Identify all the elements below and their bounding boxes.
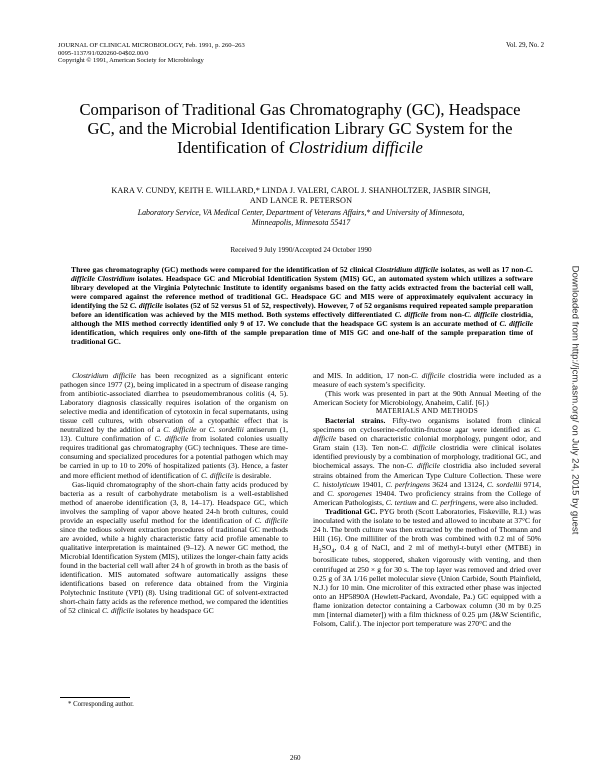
title-line-3-prefix: Identification of [177, 138, 289, 157]
article-code: 0095-1137/91/020260-04$02.00/0 [58, 49, 149, 57]
abstract-text: clostridia, although the MIS method correctly identified only 9 of 17. We conclude that the headspace GC system is an accurate method of [71, 309, 533, 328]
organism-name: C. histolyticum [313, 479, 360, 489]
abstract-organism: C. difficile Clostridium [71, 265, 534, 283]
body-text: PYG broth (Scott Laboratories, Fiskeville, R.I.) was inoculated with the isolate to be tested and allowed to incubate at 37°C for 24 h. The broth culture was then extracted by the method of Thomann and Hill (16). One milliliter of the broth was combined with 0.2 ml of 50% H [313, 506, 542, 552]
body-text: isolates by headspace GC [134, 606, 214, 616]
organism-name: C. sordellii [486, 479, 522, 489]
organism-name: C. difficile [313, 425, 541, 444]
organism-name: Clostridium difficile [72, 371, 137, 380]
authors-line-1: KARA V. CUNDY, KEITH E. WILLARD,* LINDA J. VALERI, CAROL J. SHANHOLTZER, JASBIR SINGH, [111, 186, 491, 195]
organism-name: C. difficile [406, 461, 441, 471]
corresponding-author-footnote: * Corresponding author. [68, 701, 134, 708]
abstract-text: from non- [428, 309, 465, 319]
body-text: 19404. Two proficiency strains from the College of American Pathologists, [313, 488, 542, 507]
body-text: clostridia were clinical isolates identified previously by a combination of morphology, traditional GC, and biochemical assays. The non- [313, 443, 541, 471]
affiliation [56, 208, 546, 227]
affiliation-line-1: Laboratory Service, VA Medical Center, Department of Veterans Affairs,* and University of Minnesota, [137, 208, 465, 217]
abstract-text: isolates, as well as 17 non- [438, 265, 527, 274]
journal-citation: JOURNAL OF CLINICAL MICROBIOLOGY, Feb. 1991, p. 260–263 [58, 42, 245, 49]
abstract-organism: C. difficile [464, 309, 498, 319]
abstract-text: identification, which requires only one-fifth of the sample preparation time of MIS GC and one-half of the sample preparation time of traditional GC. [71, 327, 533, 346]
title-organism: Clostridium difficile [288, 138, 423, 157]
body-text: since the tedious solvent extraction procedures of traditional GC methods are avoided, while a highly characteristic fatty acid profile amenable to qualitative interpretation is maintained (9–12). A newer GC method, the Microbial Identification System (MIS), utilizes the longer-chain fatty acids found in the bacterial cell wall after 24 h of growth in broth as the basis of identification. MIS automated software automatically assigns these identifications based on reference data obtained from the Virginia Polytechnic Institute (VPI) (8). Using traditional GC of solvent-extracted short-chain fatty acids as the reference method, we compared the identities of 52 clinical [60, 524, 288, 616]
section-heading-materials-methods: MATERIALS AND METHODS [375, 407, 479, 416]
abstract-text: isolates (52 of 52 versus 51 of 52, respectively). However, 7 of 52 organisms required repeated sample preparation before an identification was achieved by the MIS method. Both systems effectively differentiated [71, 300, 534, 319]
body-text: antiserum (1, 13). Culture confirmation of [60, 425, 289, 444]
runin-heading: Bacterial strains. [325, 416, 386, 426]
organism-name: C. difficile [101, 606, 135, 616]
abstract [71, 266, 533, 347]
body-text: is desirable. [233, 470, 272, 480]
author-list [56, 186, 546, 206]
body-text: 9714, and [313, 479, 541, 498]
traditional-gc-paragraph [313, 507, 541, 628]
body-text: 3624 and 13124, [429, 479, 487, 489]
received-dates: Received 9 July 1990/Accepted 24 October 1990 [230, 246, 372, 254]
body-text: and MIS. In addition, 17 non- [313, 371, 412, 380]
body-text: , were also included. [475, 497, 538, 507]
body-text: clostridia were included as a measure of each system’s specificity. [313, 371, 542, 390]
organism-name: C. difficile [200, 470, 233, 480]
body-text: Fifty-two organisms isolated from clinical specimens on cycloserine-cefoxitin-fructose agar were identified as [313, 416, 541, 435]
abstract-organism: C. difficile [499, 318, 533, 328]
abstract-text: Three gas chromatography (GC) methods were compared for the identification of 52 clinical [71, 265, 376, 274]
bacterial-strains-paragraph [313, 416, 541, 506]
body-text: based on characteristic colonial morphology, pungent odor, and Gram stain (13). Ten non- [313, 434, 541, 453]
abstract-text: isolates. Headspace GC and Microbial Identification System (MIS) GC, an automated system which utilizes a software library developed at the Virginia Polytechnic Institute to identify organisms based on the fatty acids extracted from the bacterial cell wall, were compared against the reference method of traditional GC. Headspace GC and MIS were of approximately equivalent accuracy in identifying the 52 [71, 273, 533, 310]
body-text: or [196, 425, 209, 435]
copyright-line: Copyright © 1991, American Society for Microbiology [58, 57, 204, 65]
organism-name: C. difficile [254, 515, 288, 525]
abstract-organism: Clostridium difficile [375, 265, 439, 274]
organism-name: C. sordellii [208, 425, 244, 435]
organism-name: C. difficile [163, 425, 197, 435]
authors-line-2: AND LANCE R. PETERSON [249, 196, 353, 205]
body-text: Gas-liquid chromatography of the short-chain fatty acids produced by bacteria as a result of carbohydrate metabolism is a well-established method of anaerobe identification (3, 8, 14–17). Headspace GC, which involves the sampling of vapor above heated 24-h broth cultures, could provide an especially useful method for the identification of [60, 479, 288, 525]
intro-paragraph-2 [60, 480, 288, 616]
download-watermark-text: Downloaded from http://jcm.asm.org/ on July 24, 2015 by guest [569, 265, 581, 535]
presentation-note: (This work was presented in part at the 90th Annual Meeting of the American Society for Microbiology, Anaheim, Calif. [6].) [313, 389, 541, 408]
organism-name: C. tertium [385, 497, 417, 507]
body-text: clostridia also included several strains obtained from the American Type Culture Collection. These were [313, 461, 541, 480]
body-column-left [60, 371, 288, 615]
footnote-divider [60, 697, 130, 698]
body-column-right [313, 371, 541, 628]
body-text: from isolated colonies usually requires traditional gas chromatography (GC) techniques. These are time-consuming and specialized procedures for a potential pathogen which may be carried in up to 10 to 20% of hospitalized patients (3). Hence, a faster and more efficient method of identification of [60, 434, 288, 480]
body-text: , 0.4 g of NaCl, and 2 ml of methyl-t-butyl ether (MTBE) in borosilicate tubes, stoppered, shaken vigorously with venting, and then centrifuged at 250 × g for 30 s. The top layer was removed and dried over 0.25 g of 3A 1/16 pellet molecular sieve (Union Carbide, South Plainfield, N.J.) for 10 min. One microliter of this extracted ether phase was injected onto an HP5890A (Hewlett-Packard, Avondale, Pa.) GC equipped with a flame ionization detector containing a Carbowax column (30 m by 0.25 mm [internal diameter]) with a film thickness of 0.25 µm (J&W Scientific, Folsom, Calif.). The injector port temperature was 270°C and the [313, 542, 541, 628]
body-text: SO [321, 542, 332, 552]
body-text: and [416, 497, 432, 507]
article-title [52, 100, 548, 157]
title-line-2: GC, and the Microbial Identification Library GC System for the [87, 119, 513, 138]
body-text: 19401, [359, 479, 386, 489]
organism-name: C. difficile [154, 434, 189, 444]
title-line-1: Comparison of Traditional Gas Chromatography (GC), Headspace [79, 100, 521, 119]
organism-name: C. difficile [411, 371, 445, 380]
organism-name: C. sporogenes [327, 488, 372, 498]
intro-paragraph-1 [60, 371, 288, 480]
runin-heading: Traditional GC. [325, 506, 378, 516]
subscript: 2 [318, 547, 322, 555]
running-header [58, 42, 245, 65]
subscript: 4 [331, 547, 335, 555]
abstract-organism: C. difficile [394, 309, 429, 319]
title-line-3 [52, 138, 548, 157]
organism-name: C. difficile [401, 443, 436, 453]
organism-name: C. perfringens [431, 497, 476, 507]
page-number: 260 [290, 754, 301, 762]
organism-name: C. perfringens [385, 479, 430, 489]
affiliation-line-2: Minneapolis, Minnesota 55417 [251, 217, 351, 227]
volume-info: Vol. 29, No. 2 [505, 42, 544, 49]
body-text: has been recognized as a significant enteric pathogen since 1977 (2), being implicated in a spectrum of disease ranging from antibiotic-associated diarrhea to pseudomembranous colitis (4, 5). Laboratory diagnosis classically requires isolation of the organism on selective media and identification of cytotoxin in fecal supernatants, using tissue cell cultures, with observation of a cytopathic effect that is neutralized by the addition of a [60, 371, 288, 435]
intro-continuation [313, 371, 541, 389]
abstract-organism: C. difficile [129, 300, 163, 310]
download-watermark [568, 150, 582, 650]
